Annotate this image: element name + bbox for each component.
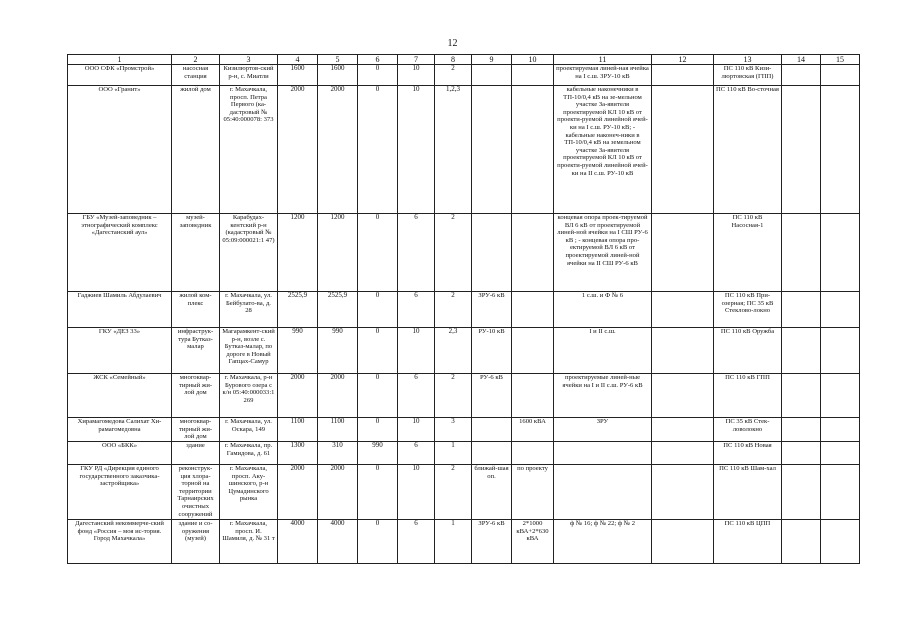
column-number-row [68, 55, 860, 65]
table-cell [512, 214, 554, 292]
table-cell: ЗРУ-6 кВ [472, 520, 512, 564]
table-cell: 4000 [318, 520, 358, 564]
table-cell [472, 65, 512, 86]
table-cell: ближай-шая оп. [472, 465, 512, 520]
table-cell: г. Махачкала, просп. Петра Первого (ка-дастровый № 05:40:000078: 373 [220, 86, 278, 214]
table-cell: 0 [358, 374, 398, 418]
column-number: 14 [782, 55, 821, 65]
table-cell [821, 65, 860, 86]
table-cell: Гаджиев Шамиль Абдулаевич [68, 292, 172, 328]
table-cell [652, 520, 714, 564]
table-cell [472, 86, 512, 214]
table-cell: ГКУ «ДЕЗ 33» [68, 328, 172, 374]
table-cell [782, 374, 821, 418]
table-cell: жилой дом [172, 86, 220, 214]
column-number: 4 [278, 55, 318, 65]
column-number: 8 [435, 55, 472, 65]
table-row [68, 86, 860, 214]
table-cell: инфраструк-тура Бутказ-малар [172, 328, 220, 374]
table-cell [782, 328, 821, 374]
table-cell [821, 328, 860, 374]
table-cell: здание и со-оружения (музей) [172, 520, 220, 564]
table-cell: 10 [398, 465, 435, 520]
table-cell: ПС 110 кВ ЦПП [714, 520, 782, 564]
table-cell [821, 292, 860, 328]
table-cell: 1 [435, 442, 472, 465]
column-number: 10 [512, 55, 554, 65]
table-cell: жилой ком-плекс [172, 292, 220, 328]
table-row [68, 374, 860, 418]
table-cell: 1600 [318, 65, 358, 86]
table-cell [782, 86, 821, 214]
table-cell: РУ-10 кВ [472, 328, 512, 374]
table-cell: многоквар-тирный жи-лой дом [172, 418, 220, 442]
table-cell [782, 442, 821, 465]
table-cell [554, 442, 652, 465]
table-cell: 2000 [318, 465, 358, 520]
table-cell [652, 214, 714, 292]
table-cell: 1600 [278, 65, 318, 86]
table-cell: ПС 110 кВ Во-сточная [714, 86, 782, 214]
table-cell: насосная станция [172, 65, 220, 86]
table-cell: ООО «Гранит» [68, 86, 172, 214]
column-number: 9 [472, 55, 512, 65]
table-cell: 10 [398, 328, 435, 374]
table-cell [512, 292, 554, 328]
table-cell: ПС 110 кВ Новая [714, 442, 782, 465]
column-number: 2 [172, 55, 220, 65]
table-cell [652, 374, 714, 418]
table-cell: 990 [318, 328, 358, 374]
table-row [68, 328, 860, 374]
table-cell: 2000 [318, 374, 358, 418]
table-cell [472, 418, 512, 442]
table-cell: 2 [435, 65, 472, 86]
table-cell: 2*1000 кВА+2*630 кВА [512, 520, 554, 564]
table-cell: 1 с.ш. и Ф № 6 [554, 292, 652, 328]
table-cell: ПС 35 кВ Стек-ловолокно [714, 418, 782, 442]
table-cell: 0 [358, 418, 398, 442]
table-cell: РУ-6 кВ [472, 374, 512, 418]
table-cell: 990 [278, 328, 318, 374]
table-cell: 1200 [318, 214, 358, 292]
table-row [68, 65, 860, 86]
column-number: 11 [554, 55, 652, 65]
table-cell: 10 [398, 418, 435, 442]
table-row [68, 465, 860, 520]
table-cell [782, 65, 821, 86]
table-cell: г. Махачкала, просп. Аку-шинского, р-н Цумадинского рынка [220, 465, 278, 520]
table-cell: многоквар-тирный жи-лой дом [172, 374, 220, 418]
column-number: 12 [652, 55, 714, 65]
table-cell: 0 [358, 520, 398, 564]
table-cell: реконструк-ция хлора-торной на территории Тарнаирских очистных сооружений [172, 465, 220, 520]
table-cell: 2525,9 [318, 292, 358, 328]
table-cell: 0 [358, 214, 398, 292]
table-cell: ПС 110 кВ Кизи-люртовская (ГПП) [714, 65, 782, 86]
table-cell [782, 465, 821, 520]
table-cell: 2 [435, 374, 472, 418]
table-cell [782, 520, 821, 564]
table-cell [821, 418, 860, 442]
column-number: 5 [318, 55, 358, 65]
table-cell: 1600 кВА [512, 418, 554, 442]
table-cell: 1200 [278, 214, 318, 292]
table-cell: здание [172, 442, 220, 465]
table-cell [512, 328, 554, 374]
table-cell: музей-заповедник [172, 214, 220, 292]
table-cell [554, 465, 652, 520]
table-cell [472, 442, 512, 465]
table-cell: 2,3 [435, 328, 472, 374]
table-cell: ООО СФК «Промстрой» [68, 65, 172, 86]
table-cell: Карабудах-кентский р-н (кадастровый № 05:09:000021:1 47) [220, 214, 278, 292]
table-cell: г. Махачкала, ул. Оскара, 149 [220, 418, 278, 442]
table-row [68, 214, 860, 292]
table-row [68, 520, 860, 564]
table-row [68, 442, 860, 465]
table-cell: 0 [358, 65, 398, 86]
table-cell [652, 65, 714, 86]
table-cell: Кизилюртов-ский р-н, с. Миатли [220, 65, 278, 86]
table-row [68, 292, 860, 328]
table-cell [821, 465, 860, 520]
table-cell: 10 [398, 65, 435, 86]
table-cell: 6 [398, 442, 435, 465]
table-cell: ЗРУ-6 кВ [472, 292, 512, 328]
table-cell [652, 292, 714, 328]
table-cell: 1300 [278, 442, 318, 465]
table-cell: Хирамагомедова Салихат Хи-рамагомедовна [68, 418, 172, 442]
table-cell: 10 [398, 86, 435, 214]
table-cell: ПС 110 кВ Насосная-1 [714, 214, 782, 292]
column-number: 6 [358, 55, 398, 65]
column-number: 15 [821, 55, 860, 65]
page-number: 12 [447, 38, 458, 49]
table-cell [472, 214, 512, 292]
table-cell [782, 214, 821, 292]
table-cell [512, 374, 554, 418]
table-cell [652, 328, 714, 374]
table-cell: 6 [398, 292, 435, 328]
table-cell [821, 214, 860, 292]
table-cell: 1 [435, 520, 472, 564]
table-cell [512, 65, 554, 86]
table-cell: ПС 110 кВ Шам-хал [714, 465, 782, 520]
table-cell: 1100 [278, 418, 318, 442]
table-cell [821, 374, 860, 418]
table-cell: 2525,9 [278, 292, 318, 328]
table-cell [782, 418, 821, 442]
table-cell: 2 [435, 292, 472, 328]
table-cell: ПС 110 кВ ГПП [714, 374, 782, 418]
table-cell: проектируемые линей-ные ячейки на I и II с.ш. РУ-6 кВ [554, 374, 652, 418]
table-cell: кабельные наконечники в ТП-10/0,4 кВ на зе-мельном участке За-явителя проектируемой КЛ 10 кВ от проекти-руемой линейной ячей-ки на I с.ш. РУ-10 кВ; - кабельные наконеч-ники в ТП-10/0,4 кВ на земельном участке За-явителя проектируемой КЛ 10 кВ от проекти-руемой линейной ячей-ки на II с.ш. РУ-10 кВ [554, 86, 652, 214]
table-cell: 0 [358, 292, 398, 328]
table-cell: 6 [398, 374, 435, 418]
table-cell [512, 86, 554, 214]
table-cell: 310 [318, 442, 358, 465]
connections-table [67, 54, 860, 564]
table-cell: 2000 [318, 86, 358, 214]
table-cell [652, 86, 714, 214]
table-cell: 1,2,3 [435, 86, 472, 214]
table-cell: проектируемая линей-ная ячейка на I с.ш. ЗРУ-10 кВ [554, 65, 652, 86]
table-cell [512, 442, 554, 465]
table-cell: ПС 110 кВ При-озерная; ПС 35 кВ Стеклово-локно [714, 292, 782, 328]
table-cell: ПС 110 кВ Оружба [714, 328, 782, 374]
table-cell [652, 465, 714, 520]
column-number: 7 [398, 55, 435, 65]
table-cell: г. Махачкала, р-н Бурового озера с к/н 05:40:000033:1 269 [220, 374, 278, 418]
table-cell: ООО «БКК» [68, 442, 172, 465]
table-cell: 2 [435, 214, 472, 292]
table-cell [782, 292, 821, 328]
table-cell: концевая опора проек-тируемой ВЛ 6 кВ от проектируемой линей-ной ячейки на I СШ РУ-6 кВ ; - концевая опора про-ектируемой ВЛ 6 кВ от проектируемой линей-ной ячейки на II СШ РУ-6 кВ [554, 214, 652, 292]
table-cell: ЖСК «Семейный» [68, 374, 172, 418]
table-cell: Магарамкент-ский р-н, возле с. Бутказ-малар, по дороге в Новый Гапцах-Самур [220, 328, 278, 374]
table-cell: 4000 [278, 520, 318, 564]
table-cell [652, 442, 714, 465]
table-cell: ГБУ «Музей-заповедник – этнографический комплекс «Дагестанский аул» [68, 214, 172, 292]
column-number: 1 [68, 55, 172, 65]
table-cell [652, 418, 714, 442]
table-cell: 6 [398, 520, 435, 564]
table-cell: 3 [435, 418, 472, 442]
table-cell: 2 [435, 465, 472, 520]
table-cell: г. Махачкала, пр. Гамидова, д. 61 [220, 442, 278, 465]
table-cell: по проекту [512, 465, 554, 520]
table-cell: г. Махачкала, ул. Бейбулато-ва, д. 28 [220, 292, 278, 328]
table-cell [821, 520, 860, 564]
table-row [68, 418, 860, 442]
table-cell: 2000 [278, 465, 318, 520]
table-cell [821, 442, 860, 465]
table-cell: ф № 16; ф № 22; ф № 2 [554, 520, 652, 564]
table-cell: 1100 [318, 418, 358, 442]
table-cell: 0 [358, 465, 398, 520]
column-number: 13 [714, 55, 782, 65]
table-cell: Дагестанский некоммерче-ский фонд «Россия – моя ис-тория. Город Махачкала» [68, 520, 172, 564]
table-cell: 0 [358, 86, 398, 214]
table-cell: 2000 [278, 374, 318, 418]
table-cell: 6 [398, 214, 435, 292]
table-cell: ГКУ РД «Дирекция единого государственного заказчика-застройщика» [68, 465, 172, 520]
table-cell: I и II с.ш. [554, 328, 652, 374]
table-cell [821, 86, 860, 214]
table-cell: 0 [358, 328, 398, 374]
table-cell: ЗРУ [554, 418, 652, 442]
table-cell: 990 [358, 442, 398, 465]
table-cell: г. Махачкала, просп. И. Шамиля, д. № 31 т [220, 520, 278, 564]
column-number: 3 [220, 55, 278, 65]
table-cell: 2000 [278, 86, 318, 214]
